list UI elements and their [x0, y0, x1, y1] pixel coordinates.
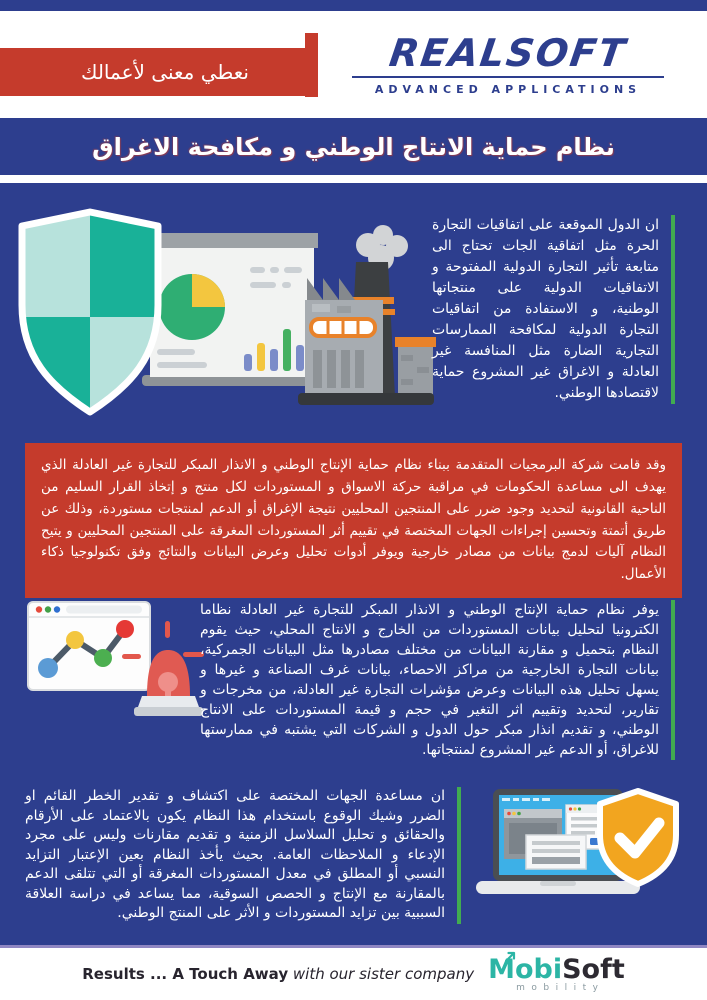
laptop-shield-illustration	[468, 783, 700, 913]
benefits-paragraph: ان مساعدة الجهات المختصة على اكتشاف و تقدير الخطر القائم او الضرر وشيك الوقوع باستخدام هذا النظام يكون بالاعتماد على الأرقام والحقائق و تحليل السلاسل الزمنية و تقديم مقارنات وليس على مجرد الإدعاء و الملاحظات العامة. بحيث يأخذ النظام بعين الإعتبار التزايد النسبي أو المطلق في معدل المستوردات المغرقة أو التي تتلقى الدعم بالمقارنة مع الإنتاج و الحصص السوقية، مما يساعد في دراسة العلاقة السببية بين تزايد المستوردات و الأثر على المنتج الوطني.	[25, 787, 461, 924]
page-title-bar	[0, 118, 707, 175]
presentation-board-icon	[146, 233, 318, 377]
laptop-shield-svg	[468, 783, 700, 913]
annex-cap	[395, 337, 436, 347]
tagline-banner	[0, 48, 305, 96]
logo-divider	[352, 76, 664, 78]
realsoft-wordmark: REALSOFT	[386, 31, 630, 75]
check-shield-icon	[600, 791, 676, 884]
sawtooth-roof	[307, 278, 355, 300]
mobisoft-arrow-icon	[505, 950, 517, 962]
footer	[0, 948, 707, 1000]
shield-charts-factory-illustration	[12, 205, 437, 420]
banner-end-bar	[305, 33, 318, 97]
mobisoft-wordmark	[488, 953, 625, 985]
browser-window-icon	[28, 602, 150, 690]
line-chart-alarm-svg	[18, 588, 208, 738]
highlight-paragraph: وقد قامت شركة البرمجيات المتقدمة ببناء نظام حماية الإنتاج الوطني و الانذار المبكر للتجارة غير العادلة الذي يهدف الى مساعدة الحكومات في مراقبة حركة الاسواق و المستوردات لكل منتج و إتخاذ القرار السليم من الناحية القانونية لتحديد وجود ضرر على المنتجين المحليين نتيجة الإغراق أو الدعم لمنتجات مستوردة، وذلك عن طريق أتمتة وتحسين إجراءات الجهات المختصة في تقييم أثر المستوردات المغرقة على المنتجين المحليين و يتيح النظام آليات لدمج بيانات من مصادر خارجية ويوفر أدوات تحليل وعرض البيانات والنتائج وفق تكنولوجيا ذكاء الأعمال.	[41, 457, 666, 583]
mobisoft-soft: Soft	[562, 953, 625, 985]
tagline-text: نعطي معنى لأعمالك	[80, 60, 249, 84]
mobisoft-obi: obi	[514, 953, 563, 985]
line-chart-alarm-illustration	[18, 588, 208, 738]
page-title: نظام حماية الانتاج الوطني و مكافحة الاغراق	[92, 132, 615, 161]
mobisoft-m: M	[488, 956, 515, 983]
footer-slogan-italic: with our sister company	[292, 965, 475, 983]
main-content	[0, 183, 707, 945]
factory-ground	[298, 393, 434, 405]
shield-icon	[22, 205, 160, 420]
top-blue-strip	[0, 0, 707, 11]
shield-charts-factory-svg	[12, 205, 437, 420]
intro-paragraph: ان الدول الموقعة على اتفاقيات التجارة الحرة مثل اتفاقية الجات تحتاج الى متابعة تأثير التجارة الدولية المفتوحة و الاتفاقيات الدولية على منتجاتها الوطنية، و الاستفادة من اتفاقيات التجارة الدولية لمكافحة الممارسات التجارية الضارة مثل المنافسة غير العادلة و الاغراق غير المشروع حماية لاقتصادها الوطني.	[432, 215, 675, 404]
mobisoft-logo	[488, 953, 625, 993]
app-window-bottom	[526, 835, 586, 869]
realsoft-logo	[352, 31, 664, 96]
footer-slogan-bold: Results ... A Touch Away	[82, 965, 289, 983]
realsoft-subtitle: ADVANCED APPLICATIONS	[374, 83, 642, 96]
highlight-box	[25, 443, 682, 598]
system-features-paragraph: يوفر نظام حماية الإنتاج الوطني و الانذار المبكر للتجارة غير العادلة نظاما الكترونيا لتحليل بيانات المستوردات من الخارج و الانتاج المحلي، حيث يقوم النظام بتحميل و مقارنة البيانات من مختلف مصادرها مثل البيانات الجمركية، بيانات التجارة الخارجية من مراكز الاحصاء، بيانات غرف الصناعة و غيرها و يسهل تحليل هذه البيانات وعرض مؤشرات التجارة غير العادلة، من مخرجات و تقارير، لتحديد وتقييم اثر التغير في حجم و قيمة المستوردات على الانتاج الوطني، و تقديم انذار مبكر حول الدول و الشركات التي يشتبه في ممارستها للاغراق، أو الدعم غير المشروع لمنتجاتها.	[200, 600, 675, 760]
screen-menu-dashes	[502, 798, 550, 801]
mobisoft-subtitle: mobility	[516, 982, 605, 993]
footer-slogan	[82, 965, 474, 983]
pie-chart-icon	[159, 274, 225, 340]
factory-icon	[298, 225, 436, 405]
